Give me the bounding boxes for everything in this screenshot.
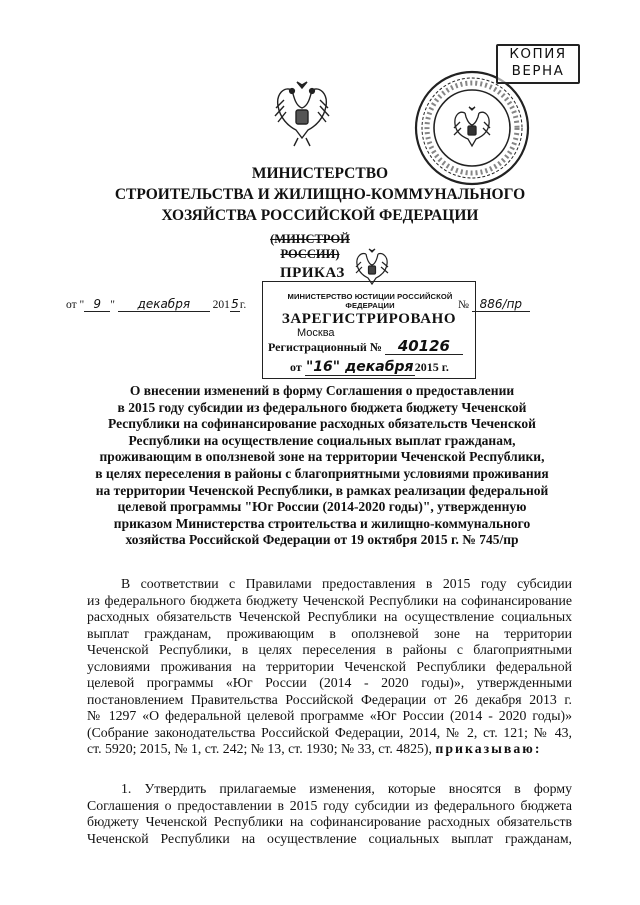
body-paragraph-2 <box>87 781 572 847</box>
title-line: О внесении изменений в форму Соглашения о предоставлении <box>129 383 515 398</box>
ministry-line-1: МИНИСТЕРСТВО <box>251 165 389 182</box>
copy-stamp-line-1: КОПИЯ <box>509 46 567 62</box>
registration-city: Москва <box>297 327 335 339</box>
body-line: бюджету Чеченской Республики на софинансирование расходных обязательств <box>87 814 572 829</box>
body-line-final <box>87 741 572 758</box>
registration-date-prefix: от <box>290 360 302 374</box>
body-line: В соответствии с Правилами предоставления в 2015 году субсидии <box>121 576 572 591</box>
body-line: из федерального бюджета бюджету Чеченской Республики на софинансирование <box>87 592 572 608</box>
title-line: в целях переселения в районы с благоприятными условиями проживания <box>95 465 549 481</box>
date-month: декабря <box>118 298 210 312</box>
title-line: на территории Чеченской Республики, в рамках реализации федеральной <box>95 482 549 498</box>
body-line: постановлением Правительства Российской Федерации от 26 декабря 2013 г. <box>87 691 572 707</box>
registration-number-label: Регистрационный № <box>268 340 382 354</box>
body-line: расходных обязательств Чеченской Республики на осуществление социальных <box>87 609 572 624</box>
title-line: целевой программы "Юг России (2014-2020 годы)", утвержденную <box>117 499 527 515</box>
body-line: (Собрание законодательства Российской Федерации, 2014, № 2, ст. 121; № 43, <box>87 724 572 740</box>
title-line: хозяйства Российской Федерации от 19 октября 2015 г. № 745/пр <box>125 532 519 548</box>
date-prefix: от " <box>66 299 85 311</box>
body-line: целевой программы «Юг России (2014 - 2020 годы)», утвержденными <box>87 675 572 690</box>
ministry-short-name: (МИНСТРОЙ РОССИИ) <box>270 232 350 261</box>
ministry-line-2: СТРОИТЕЛЬСТВА И ЖИЛИЩНО-КОММУНАЛЬНОГО <box>114 186 526 203</box>
title-line: приказом Министерства строительства и жилищно-коммунального <box>113 515 531 531</box>
body-line: 1. Утвердить прилагаемые изменения, которые вносятся в форму <box>121 781 572 796</box>
registration-date-value: "16" декабря <box>306 359 414 375</box>
registration-status: ЗАРЕГИСТРИРОВАНО <box>281 311 457 327</box>
body-line: Чеченской Республики на осуществление социальных выплат гражданам, <box>87 830 572 846</box>
registration-number-value: 40126 <box>385 338 463 355</box>
body-line: Соглашения о предоставлении в 2015 году субсидии из федерального бюджета <box>87 797 572 813</box>
registration-date <box>290 360 449 376</box>
round-seal-icon <box>412 68 532 188</box>
title-line: проживающим в оползневой зоне на территории Чеченской Республики, <box>99 449 545 465</box>
copy-certified-stamp <box>496 44 580 84</box>
body-line: условиями проживания на территории Чеченской Республики федеральной <box>87 658 572 674</box>
body-paragraph-1 <box>87 576 572 758</box>
body-line: ст. 5920; 2015, № 1, ст. 242; № 13, ст. 1930; № 33, ст. 4825), <box>87 741 432 756</box>
order-date <box>66 298 246 312</box>
registration-ministry: МИНИСТЕРСТВО ЮСТИЦИИ РОССИЙСКОЙ ФЕДЕРАЦИИ <box>287 292 453 310</box>
date-year-unit: г. <box>239 299 247 311</box>
title-line: в 2015 году субсидии из федерального бюджета бюджету Чеченской <box>117 399 527 415</box>
order-verb: приказываю: <box>435 741 542 756</box>
date-day: 9 <box>84 298 110 312</box>
document-title <box>52 383 592 549</box>
ministry-line-3: ХОЗЯЙСТВА РОССИЙСКОЙ ФЕДЕРАЦИИ <box>161 207 479 224</box>
body-line: Чеченской Республики, в целях переселения в районы с благоприятными <box>87 642 572 657</box>
body-line: № 1297 «О федеральной целевой программе «Юг России (2014 - 2020 годы)» <box>87 708 572 723</box>
state-emblem-icon <box>270 78 334 150</box>
registration-number <box>268 338 463 355</box>
body-line: выплат гражданам, проживающим в оползневой зоне на территории <box>87 625 572 641</box>
title-line: Республики на осуществление социальных выплат гражданам, <box>128 432 516 448</box>
title-line: Республики на софинансирование расходных обязательств Чеченской <box>108 416 536 432</box>
number-label: № <box>458 299 469 311</box>
date-mid: " <box>110 299 115 311</box>
date-year-suffix: 5 <box>231 297 239 311</box>
date-year-prefix: 201 <box>212 299 230 311</box>
registration-date-year: 2015 г. <box>414 360 449 374</box>
copy-stamp-line-2: ВЕРНА <box>511 63 565 79</box>
order-word: ПРИКАЗ <box>280 265 345 281</box>
number-value: 886/пр <box>472 298 530 312</box>
